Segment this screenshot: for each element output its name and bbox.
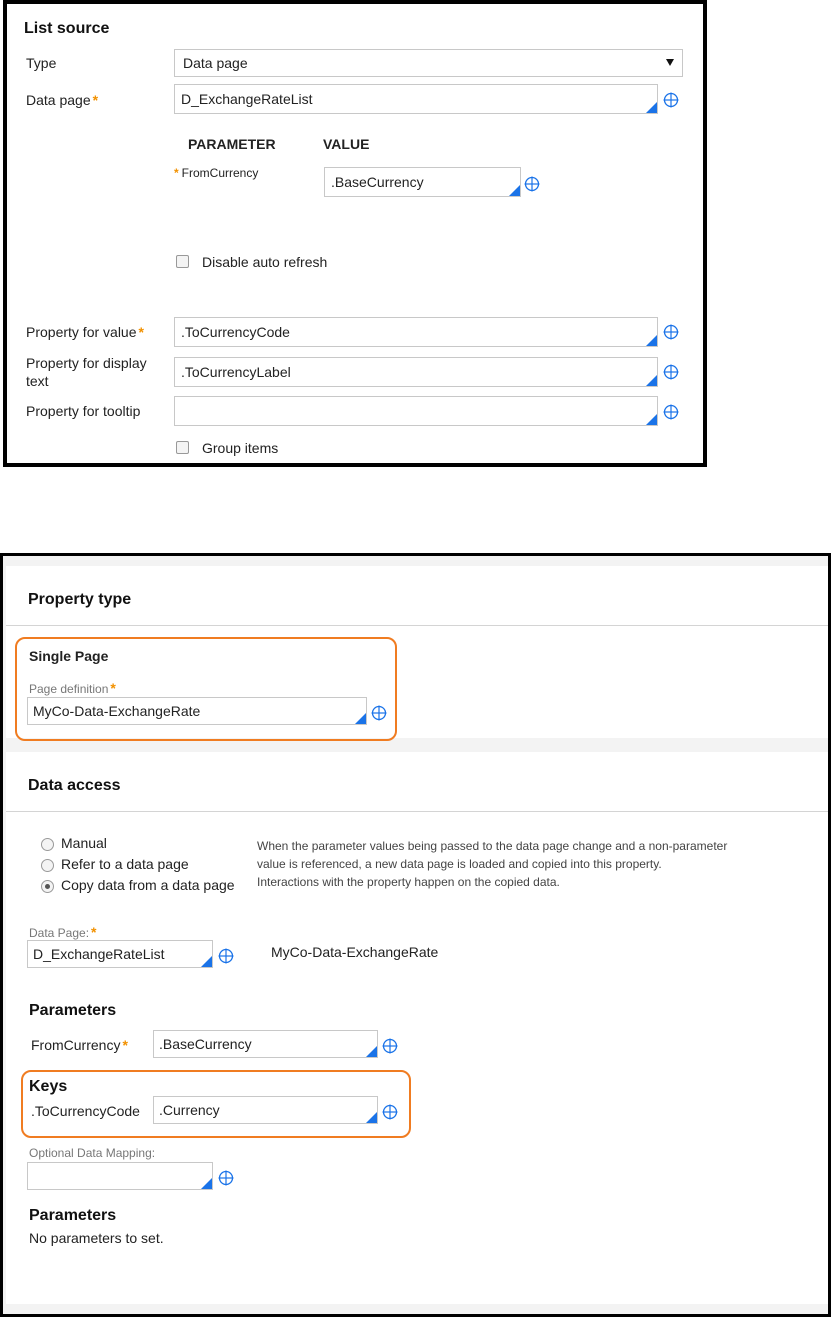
disable-auto-refresh-checkbox[interactable]: [176, 255, 189, 268]
keys-title: Keys: [29, 1078, 68, 1095]
property-type-title: Property type: [28, 591, 132, 608]
required-star-icon: *: [91, 924, 97, 940]
crosshair-icon[interactable]: [371, 705, 387, 721]
data-page-input[interactable]: D_ExchangeRateList: [27, 940, 213, 968]
property-for-display-text-input[interactable]: .ToCurrencyLabel: [174, 357, 658, 387]
crosshair-icon[interactable]: [218, 948, 234, 964]
single-page-label: Single Page: [29, 648, 109, 664]
fromcurrency-param-input[interactable]: .BaseCurrency: [153, 1030, 378, 1058]
required-star-icon: *: [174, 166, 179, 180]
autocomplete-corner-icon: [509, 185, 520, 196]
divider: [6, 811, 828, 812]
type-select-value: Data page: [183, 55, 248, 71]
key-tocurrencycode-input[interactable]: .Currency: [153, 1096, 378, 1124]
param-fromcurrency-label: * FromCurrency: [174, 166, 259, 180]
data-page-label: Data page *: [26, 92, 99, 108]
chevron-down-icon: [666, 59, 674, 66]
autocomplete-corner-icon: [366, 1112, 377, 1123]
radio-copy-label: Copy data from a data page: [61, 877, 235, 893]
disable-auto-refresh-label: Disable auto refresh: [202, 254, 328, 270]
parameters-title: Parameters: [29, 1002, 117, 1019]
autocomplete-corner-icon: [646, 375, 657, 386]
radio-copy-data-from-data-page[interactable]: [41, 880, 54, 893]
radio-manual-label: Manual: [61, 835, 107, 851]
autocomplete-corner-icon: [646, 102, 657, 113]
crosshair-icon[interactable]: [382, 1038, 398, 1054]
optional-data-mapping-input[interactable]: [27, 1162, 213, 1190]
property-settings-panel: [0, 553, 831, 1317]
no-parameters-text: No parameters to set.: [29, 1230, 164, 1246]
autocomplete-corner-icon: [201, 956, 212, 967]
crosshair-icon[interactable]: [663, 324, 679, 340]
data-page-input[interactable]: D_ExchangeRateList: [174, 84, 658, 114]
property-for-value-label: Property for value *: [26, 324, 144, 340]
parameters-title-2: Parameters: [29, 1207, 117, 1224]
crosshair-icon[interactable]: [663, 92, 679, 108]
divider: [6, 625, 828, 626]
data-access-section: [6, 752, 828, 1304]
required-star-icon: *: [122, 1037, 128, 1053]
required-star-icon: *: [92, 92, 99, 108]
property-for-display-text-label: Property for display text: [26, 355, 147, 389]
type-label: Type: [26, 55, 57, 71]
fromcurrency-param-label: FromCurrency *: [31, 1037, 128, 1053]
page-definition-input[interactable]: MyCo-Data-ExchangeRate: [27, 697, 367, 725]
type-select[interactable]: [174, 49, 683, 77]
autocomplete-corner-icon: [646, 414, 657, 425]
radio-refer-to-data-page[interactable]: [41, 859, 54, 872]
crosshair-icon[interactable]: [524, 176, 540, 192]
autocomplete-corner-icon: [201, 1178, 212, 1189]
data-page-label: Data Page: *: [29, 924, 97, 940]
crosshair-icon[interactable]: [218, 1170, 234, 1186]
autocomplete-corner-icon: [646, 335, 657, 346]
key-tocurrencycode-label: .ToCurrencyCode: [31, 1103, 140, 1119]
list-source-title: List source: [24, 20, 110, 37]
autocomplete-corner-icon: [366, 1046, 377, 1057]
data-page-class-text: MyCo-Data-ExchangeRate: [271, 944, 439, 960]
parameter-header: PARAMETER: [188, 136, 276, 152]
property-for-tooltip-input[interactable]: [174, 396, 658, 426]
value-header: VALUE: [323, 136, 370, 152]
crosshair-icon[interactable]: [663, 364, 679, 380]
property-type-section: [6, 566, 828, 738]
property-for-tooltip-label: Property for tooltip: [26, 403, 141, 419]
required-star-icon: *: [110, 680, 116, 696]
radio-refer-label: Refer to a data page: [61, 856, 189, 872]
autocomplete-corner-icon: [355, 713, 366, 724]
required-star-icon: *: [138, 324, 144, 340]
optional-data-mapping-label: Optional Data Mapping:: [29, 1146, 156, 1160]
list-source-panel: [3, 0, 707, 467]
param-fromcurrency-input[interactable]: .BaseCurrency: [324, 167, 521, 197]
data-access-description: When the parameter values being passed to the data page change and a non-parameter value is referenced, a new data page is loaded and copied into this property. Interactions with the property happen on the copied data.: [257, 839, 728, 889]
crosshair-icon[interactable]: [382, 1104, 398, 1120]
page-definition-label: Page definition *: [29, 680, 116, 696]
data-access-title: Data access: [28, 777, 121, 794]
group-items-label: Group items: [202, 440, 279, 456]
crosshair-icon[interactable]: [663, 404, 679, 420]
radio-manual[interactable]: [41, 838, 54, 851]
group-items-checkbox[interactable]: [176, 441, 189, 454]
property-for-value-input[interactable]: .ToCurrencyCode: [174, 317, 658, 347]
